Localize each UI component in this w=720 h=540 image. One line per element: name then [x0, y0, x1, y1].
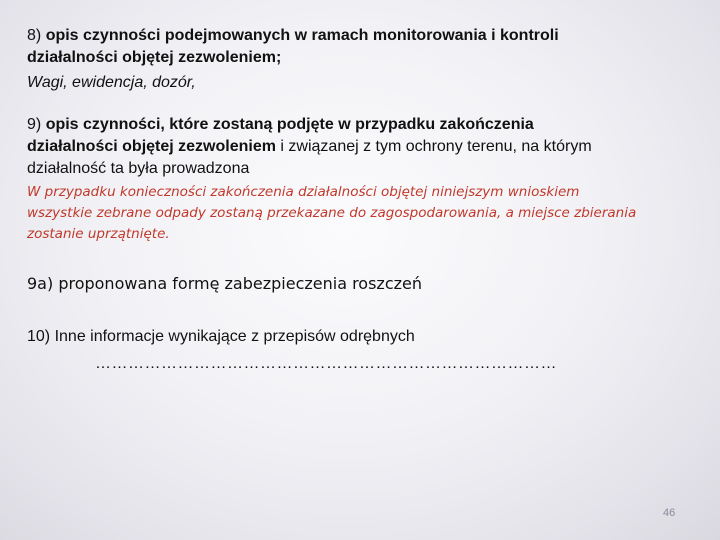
item-8 [27, 25, 697, 94]
item-9-line-1 [27, 114, 697, 136]
item-9-title-part-3: i związanej z tym ochrony terenu, na którym [280, 138, 592, 155]
item-8-line-1 [27, 25, 697, 47]
item-10-dotted-line: ………………………………………………………………………… [95, 355, 557, 372]
item-9-title-part-4: działalność ta była prowadzona [27, 160, 250, 177]
item-9-answer-line: W przypadku konieczności zakończenia działalności objętej niniejszym wnioskiem [27, 184, 580, 200]
item-10: 10) Inne informacje wynikające z przepisów odrębnych [27, 328, 415, 345]
item-8-answer: Wagi, ewidencja, dozór, [27, 74, 196, 91]
item-9a: 9a) proponowana formę zabezpieczenia roszczeń [27, 274, 423, 293]
item-9-number: 9) [27, 116, 42, 133]
item-9-title-part-2: działalności objętej zezwoleniem [27, 138, 276, 155]
item-9-line-2 [27, 136, 697, 158]
item-9-answer [27, 182, 697, 245]
item-9 [27, 114, 697, 245]
item-8-number: 8) [27, 27, 42, 44]
item-9-answer-line: wszystkie zebrane odpady zostaną przekazane do zagospodarowania, a miejsce zbierania [27, 205, 637, 221]
item-9-title-part-1: opis czynności, które zostaną podjęte w przypadku zakończenia [45, 116, 534, 133]
item-8-title-part-1: opis czynności podejmowanych w ramach monitorowania i kontroli [45, 27, 559, 44]
item-8-title-part-2: działalności objętej zezwoleniem; [27, 49, 282, 66]
item-9-answer-line: zostanie uprzątnięte. [27, 226, 170, 242]
page-number: 46 [663, 507, 676, 519]
